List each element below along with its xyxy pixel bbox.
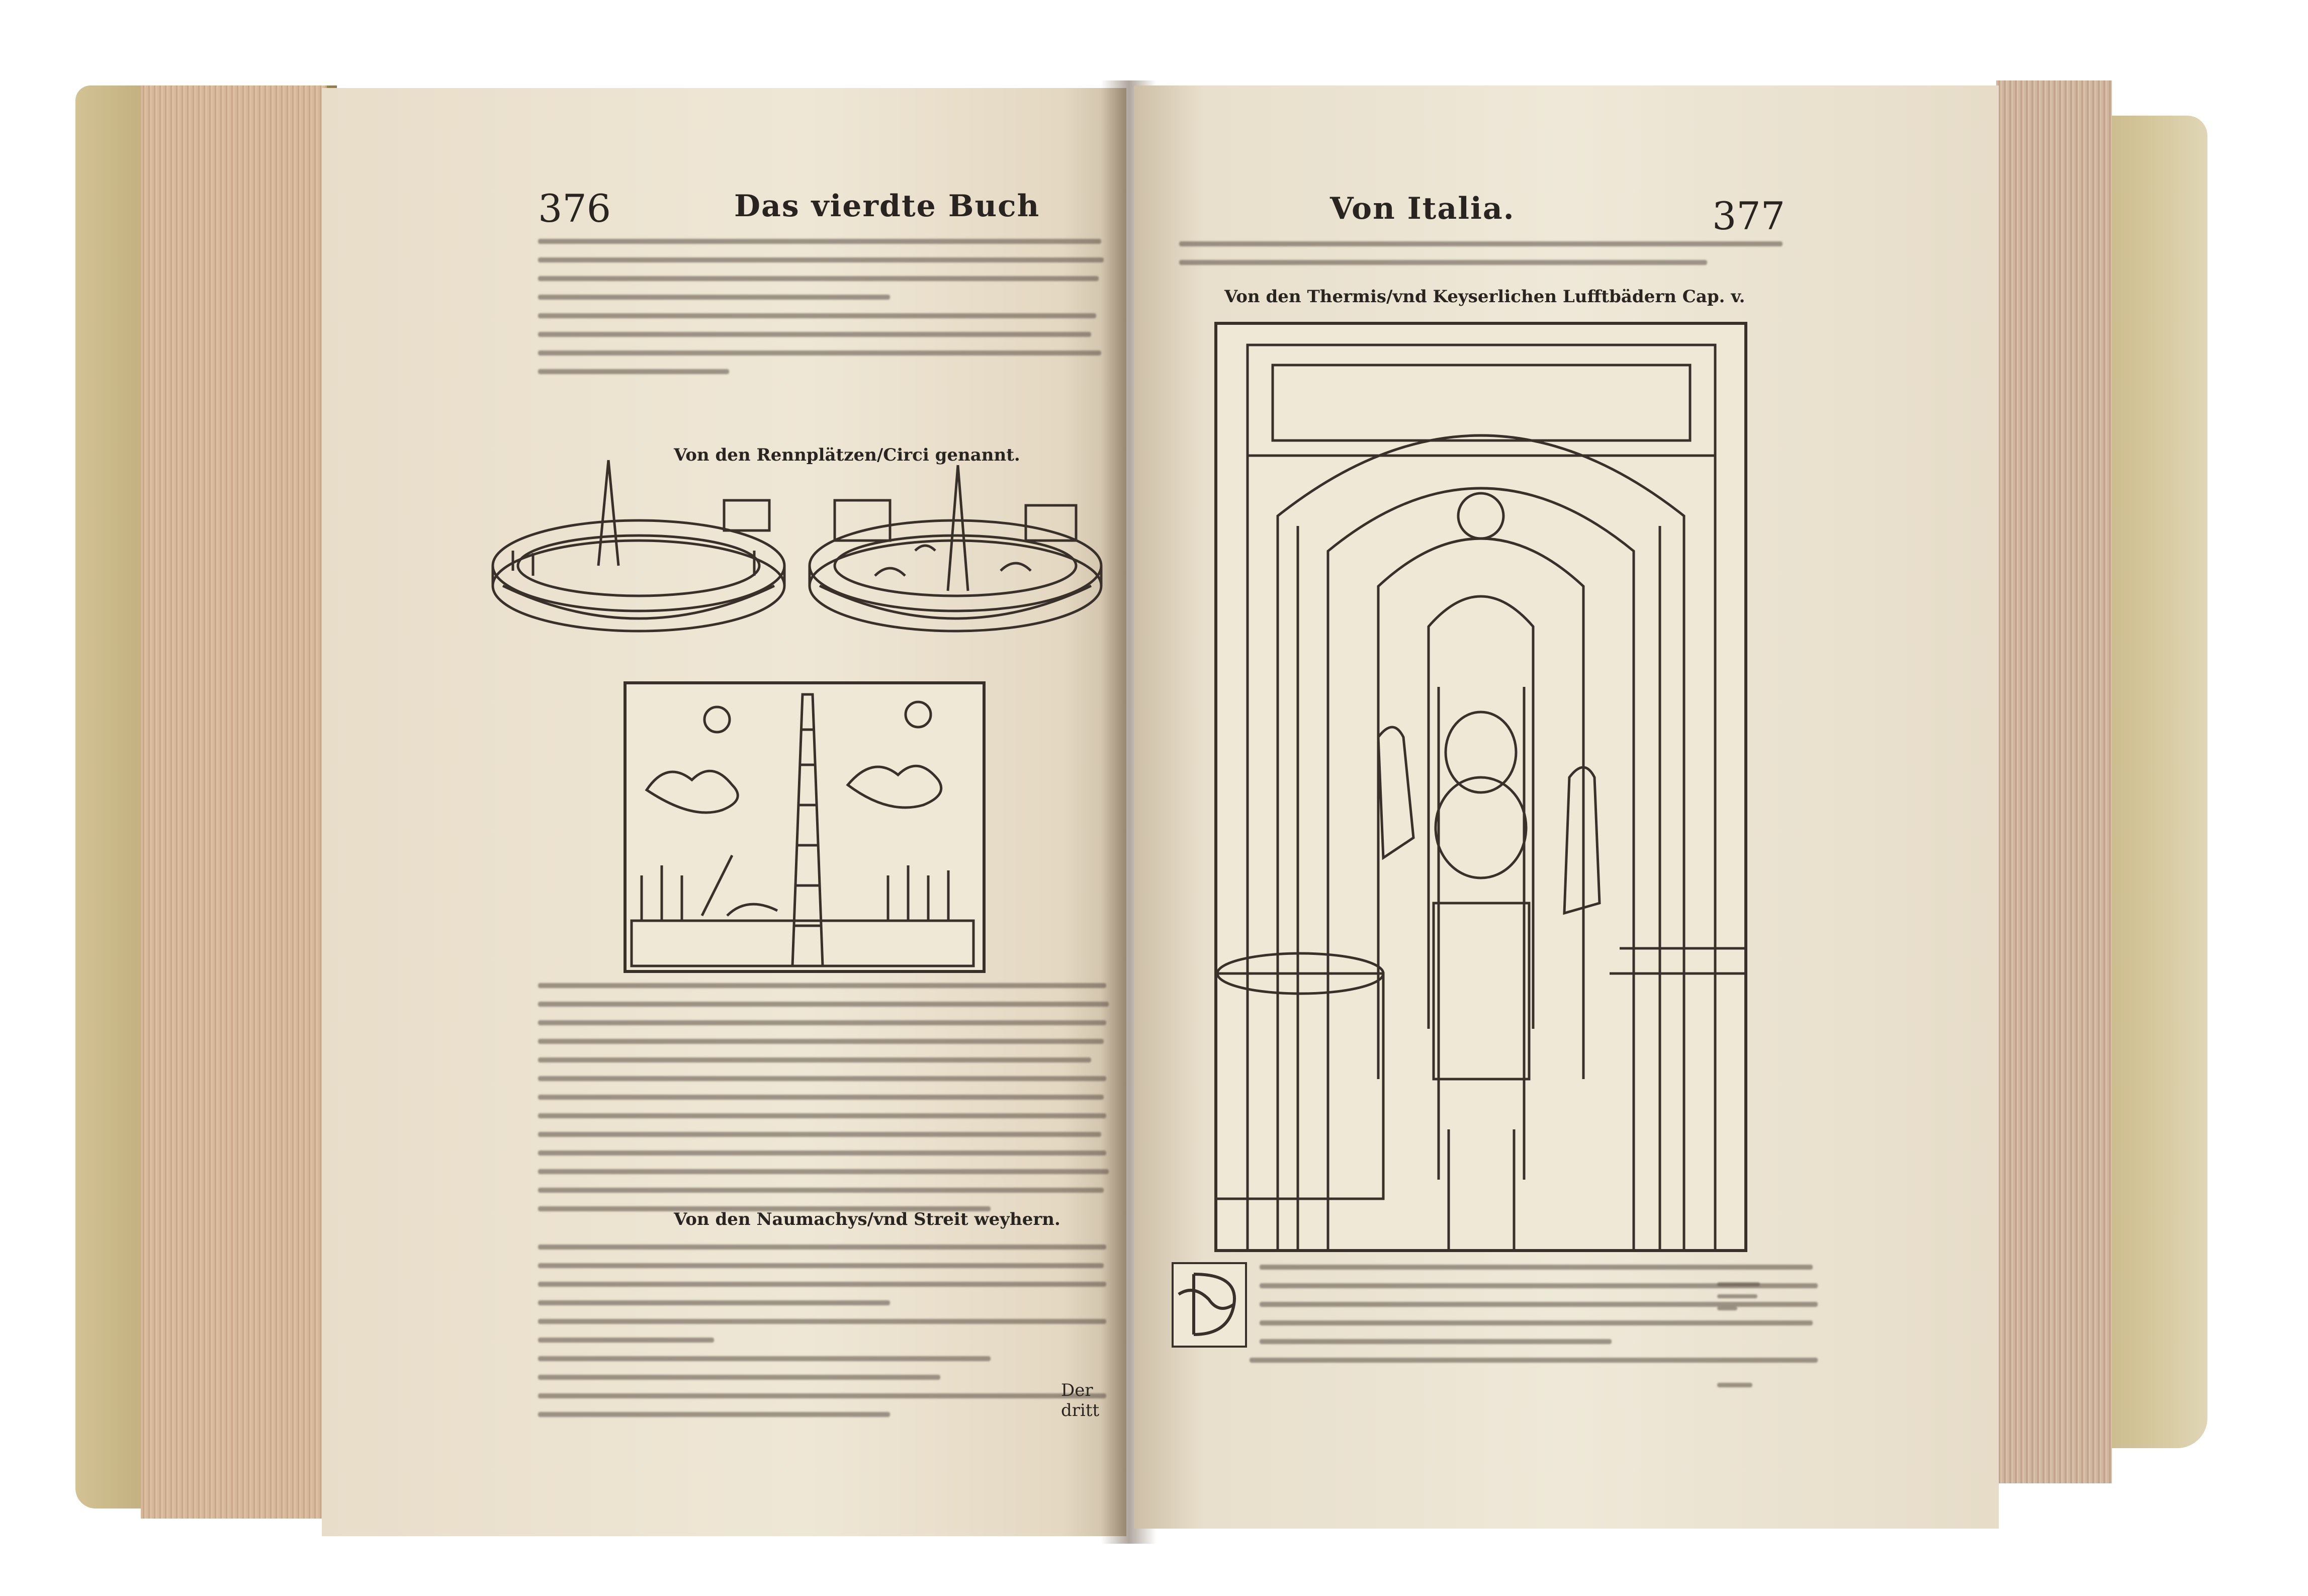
right-margin-note [1717, 1282, 1762, 1318]
page-edges-left [141, 85, 327, 1519]
page-edges-right [1996, 80, 2112, 1483]
left-running-head: Das vierdte Buch [734, 189, 1040, 224]
right-catchword [1717, 1383, 1762, 1401]
initial-letter-drawing [1174, 1264, 1245, 1346]
left-catchword: Der dritt [1061, 1380, 1100, 1421]
left-text-block-top [538, 239, 1106, 388]
circus-with-obelisk-woodcut [493, 460, 784, 631]
right-text-block-top [1179, 241, 1788, 279]
right-running-head: Von Italia. [1330, 191, 1515, 226]
naumachia-heading: Von den Naumachys/vnd Streit weyhern. [674, 1209, 1060, 1229]
left-section-heading: Von den Rennplätzen/Circi genannt. [674, 445, 1020, 465]
left-page [322, 88, 1126, 1536]
right-page [1134, 85, 1999, 1529]
right-page-number: 377 [1712, 194, 1786, 238]
circus-with-chariot-race-woodcut [810, 465, 1101, 631]
left-page-number: 376 [538, 186, 611, 231]
chariot-race-drawing [627, 684, 983, 970]
chariot-race-spina-woodcut [624, 681, 986, 973]
right-text-block-bottom [1250, 1358, 1823, 1376]
circus-woodcuts [473, 450, 1126, 671]
historiated-initial-woodcut [1172, 1262, 1247, 1348]
bath-hall-drawing [1217, 325, 1744, 1249]
right-chapter-heading: Von den Thermis/vnd Keyserlichen Lufftbädern Cap. v. [1224, 287, 1745, 307]
bath-hall-woodcut [1214, 322, 1747, 1252]
left-text-block-naumachia [538, 1245, 1111, 1431]
left-text-block-circus [538, 983, 1111, 1225]
